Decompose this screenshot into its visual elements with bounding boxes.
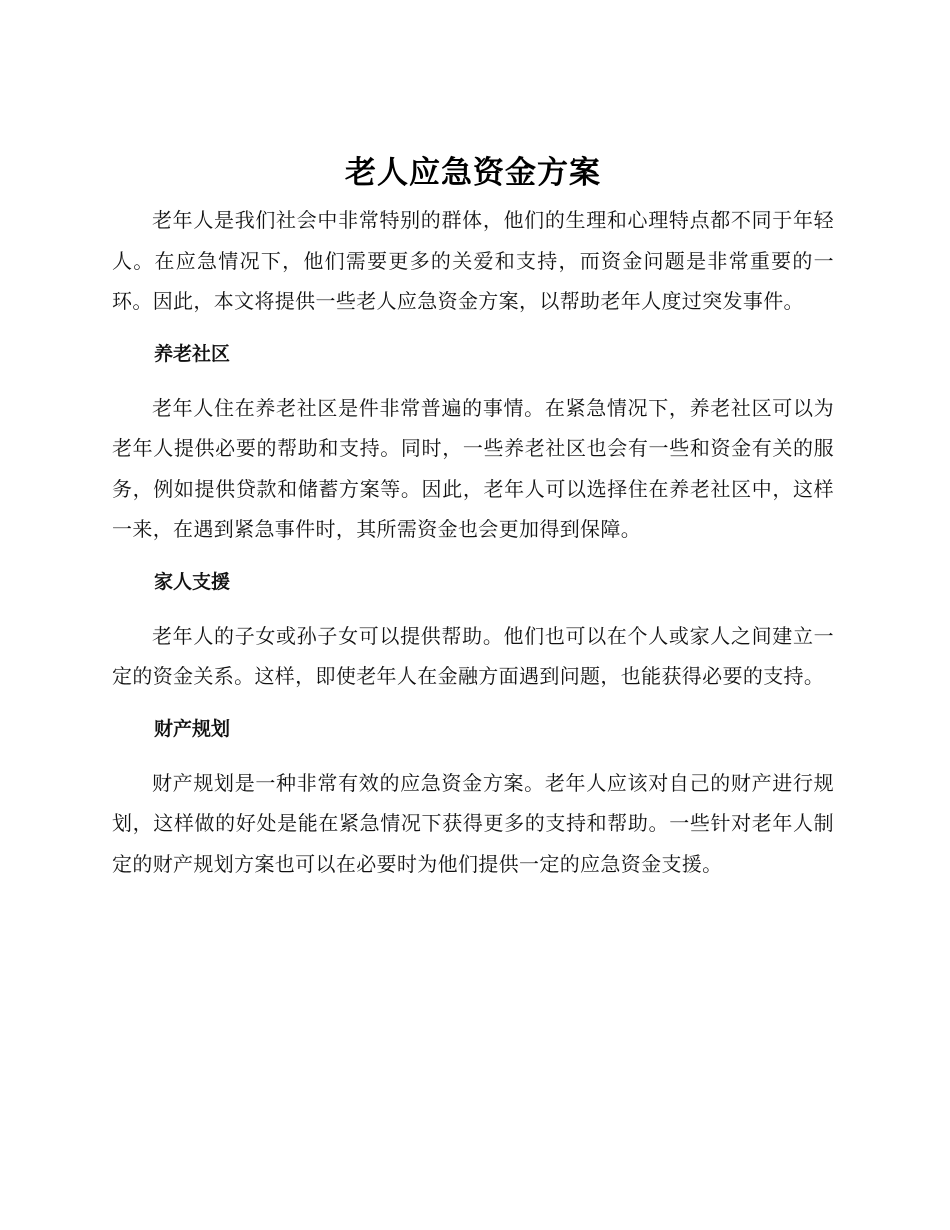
document-title: 老人应急资金方案 — [345, 155, 601, 191]
section-body-retirement-community: 老年人住在养老社区是件非常普遍的事情。在紧急情况下，养老社区可以为老年人提供必要的帮助和支持。同时，一些养老社区也会有一些和资金有关的服务，例如提供贷款和储蓄方案等。因此，老年人可以选择住在养老社区中，这样一来，在遇到紧急事件时，其所需资金也会更加得到保障。 — [112, 395, 834, 541]
document-body — [112, 150, 834, 884]
section-body-family-support: 老年人的子女或孙子女可以提供帮助。他们也可以在个人或家人之间建立一定的资金关系。这样，即使老年人在金融方面遇到问题，也能获得必要的支持。 — [112, 623, 834, 688]
section-body-property-planning: 财产规划是一种非常有效的应急资金方案。老年人应该对自己的财产进行规划，这样做的好处是能在紧急情况下获得更多的支持和帮助。一些针对老年人制定的财产规划方案也可以在必要时为他们提供一定的应急资金支援。 — [112, 770, 834, 876]
intro-paragraph: 老年人是我们社会中非常特别的群体，他们的生理和心理特点都不同于年轻人。在应急情况下，他们需要更多的关爱和支持，而资金问题是非常重要的一环。因此，本文将提供一些老人应急资金方案，以帮助老年人度过突发事件。 — [112, 208, 834, 313]
section-heading-property-planning: 财产规划 — [154, 717, 231, 740]
section-heading-family-support: 家人支援 — [154, 570, 231, 593]
section-heading-retirement-community: 养老社区 — [154, 342, 231, 365]
